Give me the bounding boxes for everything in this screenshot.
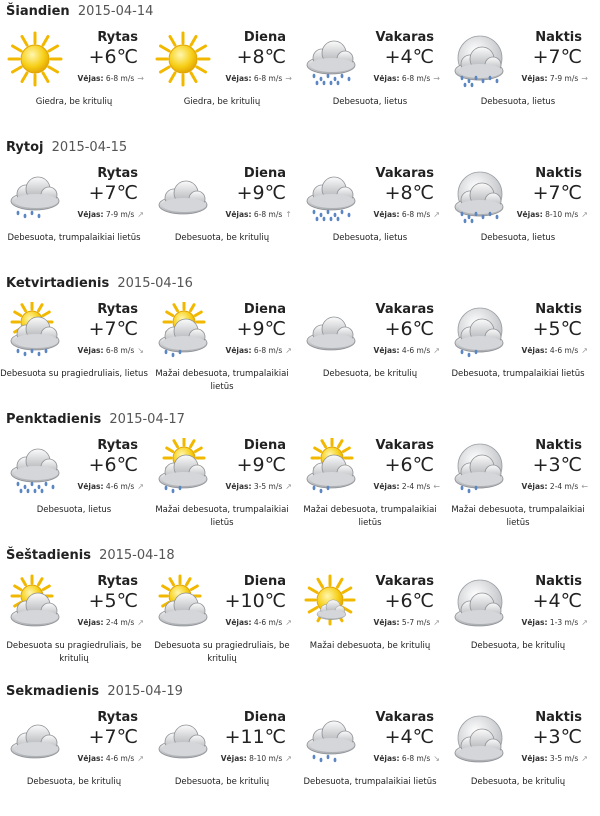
forecast-period: [444, 568, 592, 678]
forecast-period: [148, 704, 296, 814]
wind-speed: 6-8 m/s: [105, 74, 135, 83]
weather-description: Debesuota, be kritulių: [174, 233, 270, 243]
sun-small-cloud-icon: [302, 574, 360, 632]
weather-description: Giedra, be kritulių: [35, 97, 113, 107]
wind-info: [522, 74, 588, 83]
forecast-period: [296, 432, 444, 542]
forecast-period: [296, 24, 444, 134]
wind-speed: 6-8 m/s: [105, 346, 135, 355]
cloud-rain-icon: [302, 30, 360, 88]
day-block: [0, 680, 600, 816]
wind-label: Vėjas:: [373, 346, 400, 355]
wind-direction-icon: ↗: [581, 754, 588, 763]
wind-direction-icon: ↘: [137, 346, 144, 355]
day-name: Šeštadienis: [6, 548, 91, 563]
wind-speed: 4-6 m/s: [401, 346, 431, 355]
period-name: Rytas: [97, 166, 138, 181]
wind-label: Vėjas:: [225, 74, 252, 83]
wind-info: [78, 618, 144, 627]
day-date: 2015-04-16: [117, 276, 193, 291]
wind-info: [374, 346, 440, 355]
weather-description: Mažai debesuota, trumpalaikiai lietūs: [155, 369, 289, 392]
day-block: [0, 408, 600, 544]
period-name: Naktis: [535, 302, 582, 317]
forecast-period: [0, 704, 148, 814]
wind-speed: 6-8 m/s: [401, 210, 431, 219]
day-date: 2015-04-17: [109, 412, 185, 427]
wind-speed: 7-9 m/s: [549, 74, 579, 83]
wind-label: Vėjas:: [373, 618, 400, 627]
wind-direction-icon: ↗: [433, 210, 440, 219]
weather-description: Debesuota, lietus: [332, 97, 408, 107]
temperature: +9℃: [236, 318, 286, 340]
period-name: Naktis: [535, 30, 582, 45]
wind-speed: 8-10 m/s: [545, 210, 579, 219]
weather-description: Debesuota, lietus: [332, 233, 408, 243]
weather-description: Debesuota, be kritulių: [322, 369, 418, 379]
temperature: +6℃: [384, 590, 434, 612]
wind-info: [78, 210, 144, 219]
wind-label: Vėjas:: [77, 482, 104, 491]
day-header: [6, 412, 185, 427]
night-cloud-showers-icon: [450, 302, 508, 360]
cloud-showers-icon: [302, 710, 360, 768]
period-name: Vakaras: [375, 302, 434, 317]
wind-speed: 4-6 m/s: [105, 754, 135, 763]
wind-speed: 2-4 m/s: [401, 482, 431, 491]
wind-label: Vėjas:: [521, 754, 548, 763]
wind-speed: 3-5 m/s: [549, 754, 579, 763]
temperature: +9℃: [236, 182, 286, 204]
day-date: 2015-04-18: [99, 548, 175, 563]
wind-direction-icon: ↗: [581, 618, 588, 627]
forecast-period: [148, 296, 296, 406]
weather-description: Mažai debesuota, be kritulių: [309, 641, 431, 651]
wind-speed: 2-4 m/s: [549, 482, 579, 491]
forecast-period: [296, 704, 444, 814]
sun-cloud-showers-icon: [154, 438, 212, 496]
weather-description: Debesuota, lietus: [480, 233, 556, 243]
forecast-period: [444, 160, 592, 270]
cloud-icon: [6, 710, 64, 768]
wind-speed: 4-6 m/s: [105, 482, 135, 491]
night-cloud-showers-icon: [450, 438, 508, 496]
cloud-showers-icon: [6, 166, 64, 224]
temperature: +4℃: [384, 46, 434, 68]
wind-speed: 6-8 m/s: [253, 346, 283, 355]
wind-speed: 6-8 m/s: [253, 74, 283, 83]
period-name: Diena: [243, 438, 286, 453]
day-name: Rytoj: [6, 140, 44, 155]
wind-label: Vėjas:: [521, 618, 548, 627]
period-name: Naktis: [535, 574, 582, 589]
period-name: Vakaras: [375, 30, 434, 45]
weather-description: Debesuota, be kritulių: [174, 777, 270, 787]
period-name: Naktis: [535, 438, 582, 453]
wind-direction-icon: ↗: [137, 754, 144, 763]
forecast-period: [444, 296, 592, 406]
wind-direction-icon: ↗: [433, 346, 440, 355]
wind-direction-icon: ↗: [581, 210, 588, 219]
forecast-period: [0, 24, 148, 134]
wind-speed: 3-5 m/s: [253, 482, 283, 491]
wind-info: [226, 618, 292, 627]
night-rain-icon: [450, 166, 508, 224]
period-name: Diena: [243, 574, 286, 589]
wind-info: [226, 210, 292, 219]
period-name: Vakaras: [375, 166, 434, 181]
temperature: +6℃: [384, 454, 434, 476]
period-name: Rytas: [97, 30, 138, 45]
forecast-period: [148, 568, 296, 678]
weather-description: Debesuota su pragiedruliais, be kritulių: [154, 641, 290, 664]
forecast-period: [0, 568, 148, 678]
wind-info: [374, 74, 440, 83]
day-name: Šiandien: [6, 4, 70, 19]
wind-direction-icon: ↗: [285, 482, 292, 491]
wind-speed: 6-8 m/s: [253, 210, 283, 219]
wind-direction-icon: →: [285, 74, 292, 83]
wind-label: Vėjas:: [77, 74, 104, 83]
wind-speed: 6-8 m/s: [401, 74, 431, 83]
wind-speed: 5-7 m/s: [401, 618, 431, 627]
wind-info: [226, 482, 292, 491]
wind-label: Vėjas:: [77, 754, 104, 763]
wind-info: [78, 74, 144, 83]
weather-description: Debesuota su pragiedruliais, lietus: [0, 369, 148, 379]
temperature: +3℃: [532, 454, 582, 476]
weather-description: Debesuota, trumpalaikiai lietūs: [7, 233, 141, 243]
wind-direction-icon: ↘: [433, 754, 440, 763]
forecast-period: [296, 296, 444, 406]
wind-label: Vėjas:: [373, 210, 400, 219]
temperature: +5℃: [532, 318, 582, 340]
wind-label: Vėjas:: [77, 210, 104, 219]
wind-speed: 8-10 m/s: [249, 754, 283, 763]
wind-label: Vėjas:: [220, 754, 247, 763]
weather-description: Debesuota, trumpalaikiai lietūs: [303, 777, 437, 787]
wind-info: [374, 210, 440, 219]
forecast-period: [296, 568, 444, 678]
wind-label: Vėjas:: [521, 346, 548, 355]
period-name: Rytas: [97, 438, 138, 453]
wind-direction-icon: →: [137, 74, 144, 83]
wind-info: [374, 618, 440, 627]
wind-direction-icon: ↗: [433, 618, 440, 627]
weather-description: Debesuota, lietus: [480, 97, 556, 107]
wind-direction-icon: ↗: [285, 754, 292, 763]
weather-description: Debesuota, trumpalaikiai lietūs: [451, 369, 585, 379]
wind-info: [522, 482, 588, 491]
period-name: Rytas: [97, 710, 138, 725]
wind-info: [522, 618, 588, 627]
day-block: [0, 544, 600, 680]
wind-speed: 4-6 m/s: [253, 618, 283, 627]
weather-description: Giedra, be kritulių: [183, 97, 261, 107]
wind-label: Vėjas:: [373, 482, 400, 491]
wind-label: Vėjas:: [521, 482, 548, 491]
temperature: +8℃: [384, 182, 434, 204]
temperature: +7℃: [88, 182, 138, 204]
wind-info: [374, 754, 440, 763]
weather-description: Mažai debesuota, trumpalaikiai lietūs: [155, 505, 289, 528]
wind-direction-icon: ↑: [285, 210, 292, 219]
temperature: +10℃: [224, 590, 286, 612]
day-date: 2015-04-14: [77, 4, 154, 19]
cloud-icon: [154, 166, 212, 224]
wind-direction-icon: ←: [433, 482, 440, 491]
period-name: Diena: [243, 166, 286, 181]
forecast-period: [0, 160, 148, 270]
day-date: 2015-04-15: [51, 140, 128, 155]
temperature: +9℃: [236, 454, 286, 476]
temperature: +7℃: [532, 182, 582, 204]
day-header: [6, 4, 153, 19]
temperature: +6℃: [88, 454, 138, 476]
wind-label: Vėjas:: [77, 618, 104, 627]
wind-direction-icon: ↗: [285, 346, 292, 355]
weather-description: Debesuota, lietus: [36, 505, 112, 515]
wind-label: Vėjas:: [373, 754, 400, 763]
wind-direction-icon: →: [581, 74, 588, 83]
weather-description: Mažai debesuota, trumpalaikiai lietūs: [303, 505, 437, 528]
sun-cloud-rain-icon: [6, 302, 64, 360]
night-cloud-icon: [450, 574, 508, 632]
wind-direction-icon: ←: [581, 482, 588, 491]
forecast-period: [296, 160, 444, 270]
wind-info: [221, 754, 292, 763]
day-name: Penktadienis: [6, 412, 102, 427]
period-name: Vakaras: [375, 574, 434, 589]
period-name: Diena: [243, 710, 286, 725]
temperature: +3℃: [532, 726, 582, 748]
period-name: Diena: [243, 302, 286, 317]
wind-info: [522, 346, 588, 355]
wind-direction-icon: ↗: [137, 482, 144, 491]
night-cloud-icon: [450, 710, 508, 768]
wind-direction-icon: ↗: [581, 346, 588, 355]
sun-icon: [6, 30, 64, 88]
wind-label: Vėjas:: [373, 74, 400, 83]
weather-description: Debesuota su pragiedruliais, be kritulių: [6, 641, 142, 664]
sun-icon: [154, 30, 212, 88]
temperature: +7℃: [88, 318, 138, 340]
day-name: Sekmadienis: [6, 684, 100, 699]
weather-description: Debesuota, be kritulių: [26, 777, 122, 787]
day-header: [6, 140, 127, 155]
night-rain-icon: [450, 30, 508, 88]
period-name: Rytas: [97, 302, 138, 317]
period-name: Vakaras: [375, 438, 434, 453]
temperature: +5℃: [88, 590, 138, 612]
wind-speed: 4-6 m/s: [549, 346, 579, 355]
temperature: +6℃: [88, 46, 138, 68]
forecast-period: [0, 296, 148, 406]
sun-cloud-icon: [6, 574, 64, 632]
wind-info: [522, 754, 588, 763]
day-header: [6, 276, 193, 291]
temperature: +8℃: [236, 46, 286, 68]
wind-speed: 7-9 m/s: [105, 210, 135, 219]
wind-direction-icon: →: [433, 74, 440, 83]
day-name: Ketvirtadienis: [6, 276, 110, 291]
day-block: [0, 272, 600, 408]
forecast-period: [148, 24, 296, 134]
cloud-icon: [302, 302, 360, 360]
wind-label: Vėjas:: [77, 346, 104, 355]
day-header: [6, 684, 183, 699]
temperature: +7℃: [88, 726, 138, 748]
wind-info: [374, 482, 440, 491]
weather-description: Debesuota, be kritulių: [470, 777, 566, 787]
cloud-rain-icon: [6, 438, 64, 496]
day-block: [0, 136, 600, 272]
wind-info: [517, 210, 588, 219]
weather-description: Debesuota, be kritulių: [470, 641, 566, 651]
cloud-icon: [154, 710, 212, 768]
wind-label: Vėjas:: [225, 482, 252, 491]
temperature: +4℃: [384, 726, 434, 748]
period-name: Naktis: [535, 166, 582, 181]
wind-speed: 6-8 m/s: [401, 754, 431, 763]
wind-direction-icon: ↗: [137, 210, 144, 219]
wind-label: Vėjas:: [225, 210, 252, 219]
wind-direction-icon: ↗: [137, 618, 144, 627]
day-block: [0, 0, 600, 136]
wind-info: [226, 346, 292, 355]
wind-info: [226, 74, 292, 83]
temperature: +7℃: [532, 46, 582, 68]
forecast-period: [0, 432, 148, 542]
period-name: Vakaras: [375, 710, 434, 725]
wind-info: [78, 482, 144, 491]
forecast-period: [444, 432, 592, 542]
temperature: +4℃: [532, 590, 582, 612]
wind-info: [78, 754, 144, 763]
wind-direction-icon: ↗: [285, 618, 292, 627]
wind-label: Vėjas:: [516, 210, 543, 219]
wind-label: Vėjas:: [521, 74, 548, 83]
cloud-rain-icon: [302, 166, 360, 224]
period-name: Rytas: [97, 574, 138, 589]
weather-description: Mažai debesuota, trumpalaikiai lietūs: [451, 505, 585, 528]
day-header: [6, 548, 175, 563]
forecast-period: [444, 704, 592, 814]
sun-cloud-icon: [154, 574, 212, 632]
day-date: 2015-04-19: [107, 684, 183, 699]
forecast-period: [444, 24, 592, 134]
wind-info: [78, 346, 144, 355]
wind-speed: 2-4 m/s: [105, 618, 135, 627]
forecast-period: [148, 432, 296, 542]
wind-label: Vėjas:: [225, 346, 252, 355]
period-name: Naktis: [535, 710, 582, 725]
period-name: Diena: [243, 30, 286, 45]
wind-label: Vėjas:: [225, 618, 252, 627]
temperature: +6℃: [384, 318, 434, 340]
sun-cloud-showers-icon: [302, 438, 360, 496]
temperature: +11℃: [224, 726, 286, 748]
forecast-period: [148, 160, 296, 270]
wind-speed: 1-3 m/s: [549, 618, 579, 627]
sun-cloud-showers-icon: [154, 302, 212, 360]
